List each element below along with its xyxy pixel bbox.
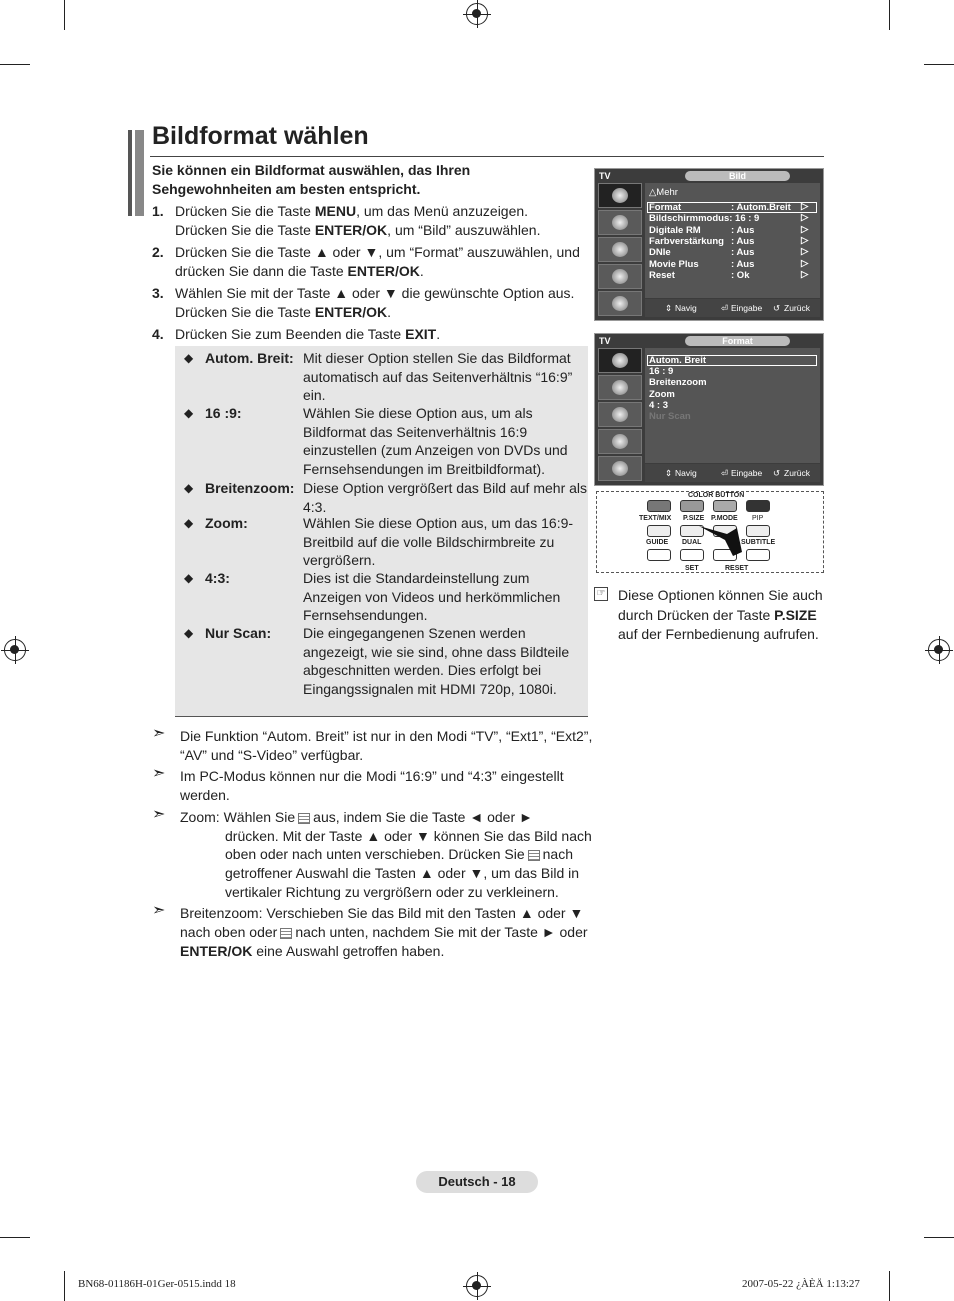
key-name: MENU bbox=[314, 203, 357, 219]
option-name: Nur Scan: bbox=[205, 625, 272, 641]
crop-mark bbox=[64, 1271, 65, 1301]
key-name: ENTER/OK bbox=[180, 942, 253, 959]
menu-option: 4 : 3 bbox=[649, 400, 669, 411]
remote-control-illustration bbox=[596, 491, 824, 573]
navigate-icon: ⇕ bbox=[665, 303, 673, 313]
registration-mark-icon bbox=[4, 639, 26, 661]
option-name: Autom. Breit: bbox=[205, 350, 294, 366]
menu-option: Autom. Breit bbox=[649, 355, 706, 366]
menu-row-arrow-icon: ▷ bbox=[801, 269, 809, 280]
diamond-bullet-icon: ◆ bbox=[184, 626, 194, 640]
tv-menu-picture bbox=[594, 168, 824, 321]
crop-mark bbox=[0, 64, 30, 65]
return-icon: ↺ bbox=[773, 468, 781, 478]
step-text: Drücken Sie die Taste ▲ oder ▼, um “Format” auszuwählen, und drücken Sie dann die Taste bbox=[175, 244, 580, 279]
menu-row-arrow-icon: ▷ bbox=[801, 224, 809, 235]
note-arrow-icon: ➣ bbox=[152, 805, 166, 823]
diamond-bullet-icon: ◆ bbox=[184, 571, 194, 585]
menu-icon-column bbox=[598, 348, 645, 482]
registration-mark-icon bbox=[928, 639, 950, 661]
menu-row-arrow-icon: ▷ bbox=[801, 201, 809, 212]
menu-row-arrow-icon: ▷ bbox=[801, 212, 809, 223]
menu-more: △Mehr bbox=[649, 187, 678, 198]
step-item bbox=[152, 202, 582, 239]
step-text: Drücken Sie zum Beenden die Taste bbox=[175, 326, 406, 342]
crop-mark bbox=[924, 64, 954, 65]
diamond-bullet-icon: ◆ bbox=[184, 516, 194, 530]
menu-option: Zoom bbox=[649, 389, 675, 400]
diamond-bullet-icon: ◆ bbox=[184, 351, 194, 365]
key-name: EXIT bbox=[405, 326, 437, 342]
menu-panel bbox=[645, 183, 820, 298]
step-list bbox=[152, 202, 582, 348]
step-number: 4. bbox=[152, 326, 164, 342]
menu-option: Breitenzoom bbox=[649, 377, 707, 388]
menu-row-arrow-icon: ▷ bbox=[801, 258, 809, 269]
note-text: Zoom: Wählen Sie bbox=[180, 808, 296, 825]
option-name: Breitenzoom: bbox=[205, 480, 295, 496]
option-description: Wählen Sie diese Option aus, um als Bildformat das Seitenverhältnis 16:9 einzustellen (zum Anzeigen von DVDs und Fernsehsendungen im Breitbildformat). bbox=[303, 405, 568, 477]
menu-row-label: Farbverstärkung bbox=[649, 236, 724, 247]
footer-back: Zurück bbox=[784, 303, 810, 313]
note-text: Die Funktion “Autom. Breit” ist nur in den Modi “TV”, “Ext1”, “Ext2”, “AV” und “S-Video” verfügbar. bbox=[180, 728, 593, 763]
option-name: 16 :9: bbox=[205, 405, 242, 421]
print-slug-right: 2007-05-22 ¿ÀÈÄ 1:13:27 bbox=[742, 1278, 860, 1290]
navigate-icon: ⇕ bbox=[665, 468, 673, 478]
remote-label: RESET bbox=[725, 565, 749, 572]
guide-button bbox=[647, 549, 671, 561]
title-underline bbox=[150, 156, 824, 157]
hint-text-block bbox=[594, 586, 824, 645]
step-text: , um “Bild” auszuwählen. bbox=[387, 221, 541, 238]
picture-menu-icon bbox=[598, 348, 642, 373]
menu-row-value: : Aus bbox=[731, 259, 755, 270]
note-text: aus, indem Sie die Taste ◄ oder ► bbox=[313, 808, 533, 825]
options-table bbox=[175, 346, 588, 717]
remote-hint bbox=[594, 586, 824, 645]
input-menu-icon bbox=[598, 291, 642, 316]
menu-panel bbox=[645, 348, 820, 463]
footer-enter: Eingabe bbox=[731, 468, 763, 478]
menu-icon-column bbox=[598, 183, 645, 317]
step-text: Wählen Sie mit der Taste ▲ oder ▼ die gewünschte Option aus. Drücken Sie die Taste bbox=[175, 285, 575, 320]
menu-footer bbox=[645, 299, 820, 317]
note-text: nach unten, nachdem Sie mit der Taste ► bbox=[295, 924, 556, 941]
intro-text: Sie können ein Bildformat auswählen, das Ihren Sehgewohnheiten am besten entspricht. bbox=[152, 162, 471, 197]
color-button-blue bbox=[746, 500, 770, 512]
teletext-hold-icon bbox=[528, 850, 540, 861]
option-name: 4:3: bbox=[205, 570, 230, 586]
notes-list bbox=[152, 727, 612, 963]
step-item bbox=[152, 284, 582, 321]
menu-option: 16 : 9 bbox=[649, 366, 674, 377]
note-text: oder bbox=[559, 924, 588, 941]
crop-mark bbox=[0, 1237, 30, 1238]
note-item bbox=[152, 904, 612, 960]
crop-mark bbox=[889, 0, 890, 30]
teletext-size-icon bbox=[298, 813, 310, 824]
footer-enter: Eingabe bbox=[731, 303, 763, 313]
registration-mark-icon bbox=[466, 1275, 488, 1297]
menu-title: Format bbox=[685, 336, 790, 346]
diamond-bullet-icon: ◆ bbox=[184, 481, 194, 495]
note-hand-icon: ☞ bbox=[594, 587, 608, 601]
step-text: . bbox=[436, 326, 441, 342]
menu-row-label: Reset bbox=[649, 270, 675, 281]
remote-label: SET bbox=[685, 565, 699, 572]
note-text: Breitenzoom: Verschieben Sie das Bild mit den Tasten ▲ oder ▼ nach oben oder bbox=[180, 905, 584, 941]
registration-mark-icon bbox=[466, 3, 488, 25]
input-menu-icon bbox=[598, 456, 642, 481]
footer-nav: Navig bbox=[675, 303, 697, 313]
note-continuation bbox=[180, 827, 612, 902]
sound-menu-icon bbox=[598, 210, 642, 235]
menu-option-disabled: Nur Scan bbox=[649, 411, 691, 422]
menu-source-label: TV bbox=[599, 336, 611, 346]
page-title: Bildformat wählen bbox=[152, 122, 369, 150]
return-icon: ↺ bbox=[773, 303, 781, 313]
hint-text: auf der Fernbedienung aufrufen. bbox=[618, 626, 819, 642]
tv-menu-format bbox=[594, 333, 824, 486]
setup-menu-icon bbox=[598, 264, 642, 289]
menu-title: Bild bbox=[685, 171, 790, 181]
option-description: Diese Option vergrößert das Bild auf mehr als 4:3. bbox=[303, 480, 588, 515]
print-slug-left: BN68-01186H-01Ger-0515.indd 18 bbox=[78, 1278, 236, 1290]
remote-label: TEXT/MIX bbox=[639, 515, 672, 522]
step-text: . bbox=[387, 303, 392, 320]
menu-row-label: Bildschirmmodus: 16 : 9 bbox=[649, 213, 760, 224]
remote-label: SUBTITLE bbox=[741, 539, 776, 546]
note-item bbox=[152, 727, 612, 764]
step-item bbox=[152, 243, 582, 280]
option-description: Wählen Sie diese Option aus, um das 16:9-Breitbild auf die volle Bildschirmbreite zu vergrößern. bbox=[303, 515, 574, 568]
note-text: Im PC-Modus können nur die Modi “16:9” und “4:3” eingestellt werden. bbox=[180, 768, 564, 804]
hint-text: Diese Optionen können Sie auch durch Drücken der Taste bbox=[618, 587, 823, 623]
menu-row-label: Format bbox=[649, 202, 682, 213]
remote-label: P.SIZE bbox=[683, 515, 705, 522]
page-number-badge: Deutsch - 18 bbox=[416, 1171, 538, 1193]
note-item bbox=[152, 767, 612, 804]
menu-footer bbox=[645, 464, 820, 482]
menu-source-label: TV bbox=[599, 171, 611, 181]
sound-menu-icon bbox=[598, 375, 642, 400]
note-arrow-icon: ➣ bbox=[152, 902, 166, 920]
step-text: , um das Menü anzuzeigen. Drücken Sie die Taste bbox=[175, 203, 529, 238]
key-name: P.SIZE bbox=[774, 606, 817, 623]
step-text: Drücken Sie die Taste bbox=[175, 203, 315, 219]
remote-label: P.MODE bbox=[711, 515, 738, 522]
remote-label: PIP bbox=[752, 515, 764, 522]
key-name: ENTER/OK bbox=[347, 262, 420, 279]
enter-icon: ⏎ bbox=[721, 303, 729, 313]
menu-row-value: : Aus bbox=[731, 236, 755, 247]
note-arrow-icon: ➣ bbox=[152, 725, 166, 742]
remote-label: GUIDE bbox=[646, 539, 669, 546]
enter-icon: ⏎ bbox=[721, 468, 729, 478]
crop-mark bbox=[924, 1237, 954, 1238]
remote-label: COLOR BUTTON bbox=[688, 492, 745, 499]
menu-row-arrow-icon: ▷ bbox=[801, 235, 809, 246]
section-marker-bar bbox=[128, 130, 144, 216]
step-text: . bbox=[419, 262, 424, 279]
crop-mark bbox=[64, 0, 65, 30]
pointer-hand-icon bbox=[697, 522, 757, 562]
note-text: nach getroffener Auswahl die Tasten ▲ oder ▼, um das Bild in vertikaler Richtung zu vergrößern oder zu verkleinern. bbox=[225, 846, 580, 900]
step-item bbox=[152, 325, 582, 344]
footer-nav: Navig bbox=[675, 468, 697, 478]
color-button-yellow bbox=[713, 500, 737, 512]
key-name: ENTER/OK bbox=[314, 303, 388, 320]
teletext-size-icon bbox=[280, 928, 292, 939]
menu-row-value: : Autom.Breit bbox=[731, 202, 791, 213]
crop-mark bbox=[889, 1271, 890, 1301]
option-name: Zoom: bbox=[205, 515, 248, 531]
text-mix-button bbox=[647, 525, 671, 537]
key-name: ENTER/OK bbox=[314, 221, 388, 238]
note-arrow-icon: ➣ bbox=[152, 765, 166, 783]
channel-menu-icon bbox=[598, 237, 642, 262]
step-number: 1. bbox=[152, 203, 164, 219]
channel-menu-icon bbox=[598, 402, 642, 427]
menu-row-label: DNIe bbox=[649, 247, 671, 258]
option-description: Dies ist die Standardeinstellung zum Anzeigen von Videos und herkömmlichen Fernsehsendungen. bbox=[303, 570, 561, 623]
note-item bbox=[152, 805, 612, 902]
remote-label: DUAL bbox=[682, 539, 702, 546]
menu-row-arrow-icon: ▷ bbox=[801, 246, 809, 257]
color-button-red bbox=[647, 500, 671, 512]
note-text: eine Auswahl getroffen haben. bbox=[252, 942, 445, 959]
option-description: Die eingegangenen Szenen werden angezeigt, wie sie sind, ohne dass Bildteile abgeschnitten werden. Dies erfolgt bei Eingangssignalen mit HDMI 720p, 1080i. bbox=[303, 625, 570, 697]
option-description: Mit dieser Option stellen Sie das Bildformat automatisch auf das Seitenverhältnis “16:9” ein. bbox=[303, 350, 573, 403]
footer-back: Zurück bbox=[784, 468, 810, 478]
menu-row-label: Movie Plus bbox=[649, 259, 699, 270]
menu-row-label: Digitale RM bbox=[649, 225, 701, 236]
setup-menu-icon bbox=[598, 429, 642, 454]
menu-row-value: : Aus bbox=[731, 225, 755, 236]
color-button-green bbox=[680, 500, 704, 512]
note-text: drücken. Mit der Taste ▲ oder ▼ können Sie das Bild nach oben oder nach unten verschieben. Drücken Sie bbox=[225, 827, 592, 863]
diamond-bullet-icon: ◆ bbox=[184, 406, 194, 420]
menu-row-value: : Ok bbox=[731, 270, 750, 281]
picture-menu-icon bbox=[598, 183, 642, 208]
step-number: 2. bbox=[152, 244, 164, 260]
menu-row-value: : Aus bbox=[731, 247, 755, 258]
step-number: 3. bbox=[152, 285, 164, 301]
